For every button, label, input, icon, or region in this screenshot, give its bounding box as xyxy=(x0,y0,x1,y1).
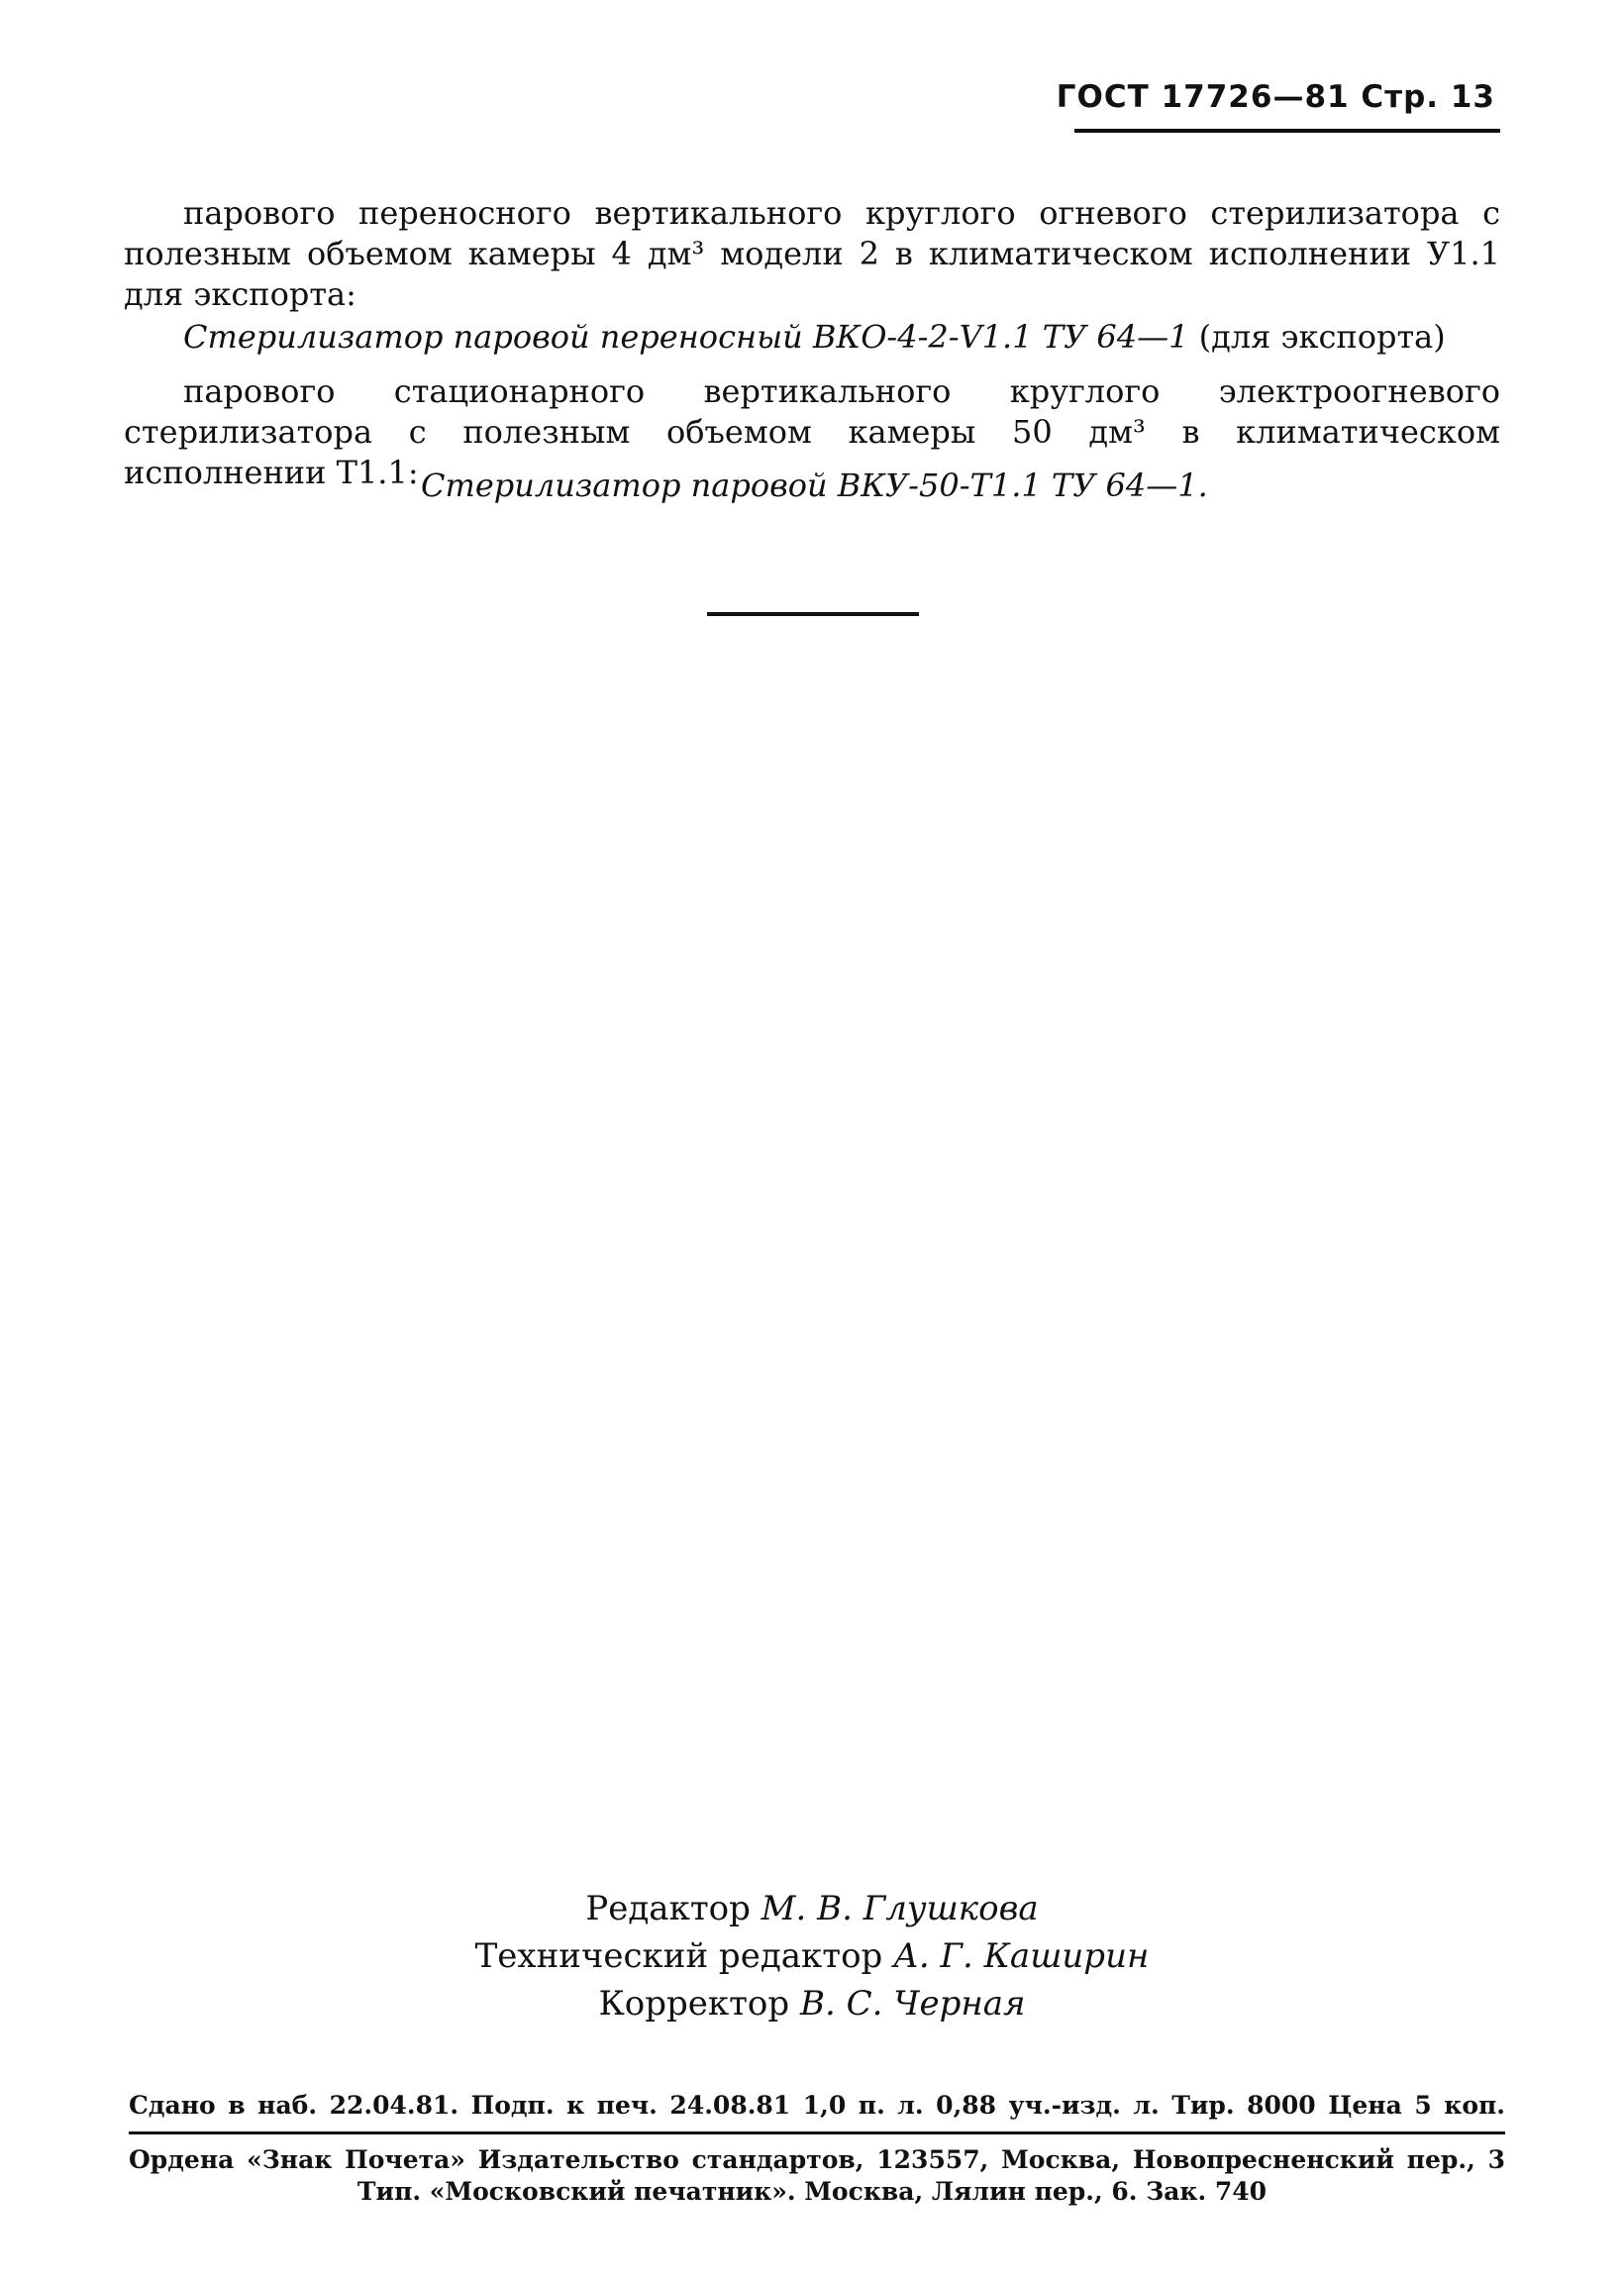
proofreader-name: В. С. Черная xyxy=(799,1984,1026,2024)
proofreader-role: Корректор xyxy=(598,1984,790,2024)
imprint-line-3: Тип. «Московский печатник». Москва, Лялин пер., 6. Зак. 740 xyxy=(356,2177,1268,2206)
credit-proofreader xyxy=(0,1980,1624,2027)
imprint-line-2: Ордена «Знак Почета» Издательство стандартов, 123557, Москва, Новопресненский пер., 3 xyxy=(129,2145,1505,2174)
running-head: ГОСТ 17726—81 Стр. 13 xyxy=(1056,79,1495,115)
imprint-rule xyxy=(129,2131,1505,2134)
tech-editor-name: А. Г. Каширин xyxy=(893,1936,1150,1976)
credit-tech-editor xyxy=(0,1932,1624,1980)
credits xyxy=(0,1885,1624,2027)
editor-role: Редактор xyxy=(585,1889,751,1928)
header-rule xyxy=(1074,129,1500,133)
tech-editor-role: Технический редактор xyxy=(474,1936,883,1976)
paragraph-1: парового переносного вертикального круглого огневого стерилизатора с полезным объемом камеры 4 дм³ модели 2 в климатическом исполнении У1.1 для экспорта: xyxy=(124,194,1500,313)
credit-editor xyxy=(0,1885,1624,1932)
paragraph-2: парового стационарного вертикального круглого электроогневого стерилизатора с полезным объемом камеры 50 дм³ в климатическом исполнении Т1.1: xyxy=(124,372,1500,491)
imprint-line-1: Сдано в наб. 22.04.81. Подп. к печ. 24.08.81 1,0 п. л. 0,88 уч.-изд. л. Тир. 8000 Цена 5 коп. xyxy=(129,2091,1505,2120)
designation-2: Стерилизатор паровой ВКУ-50-Т1.1 ТУ 64—1. xyxy=(421,467,1208,504)
designation-1 xyxy=(183,317,1446,358)
end-rule xyxy=(707,612,919,616)
editor-name: М. В. Глушкова xyxy=(761,1889,1039,1928)
designation-1-text: Стерилизатор паровой переносный ВКО-4-2-V1.1 ТУ 64—1 xyxy=(183,318,1189,356)
designation-1-suffix: (для экспорта) xyxy=(1198,318,1446,356)
